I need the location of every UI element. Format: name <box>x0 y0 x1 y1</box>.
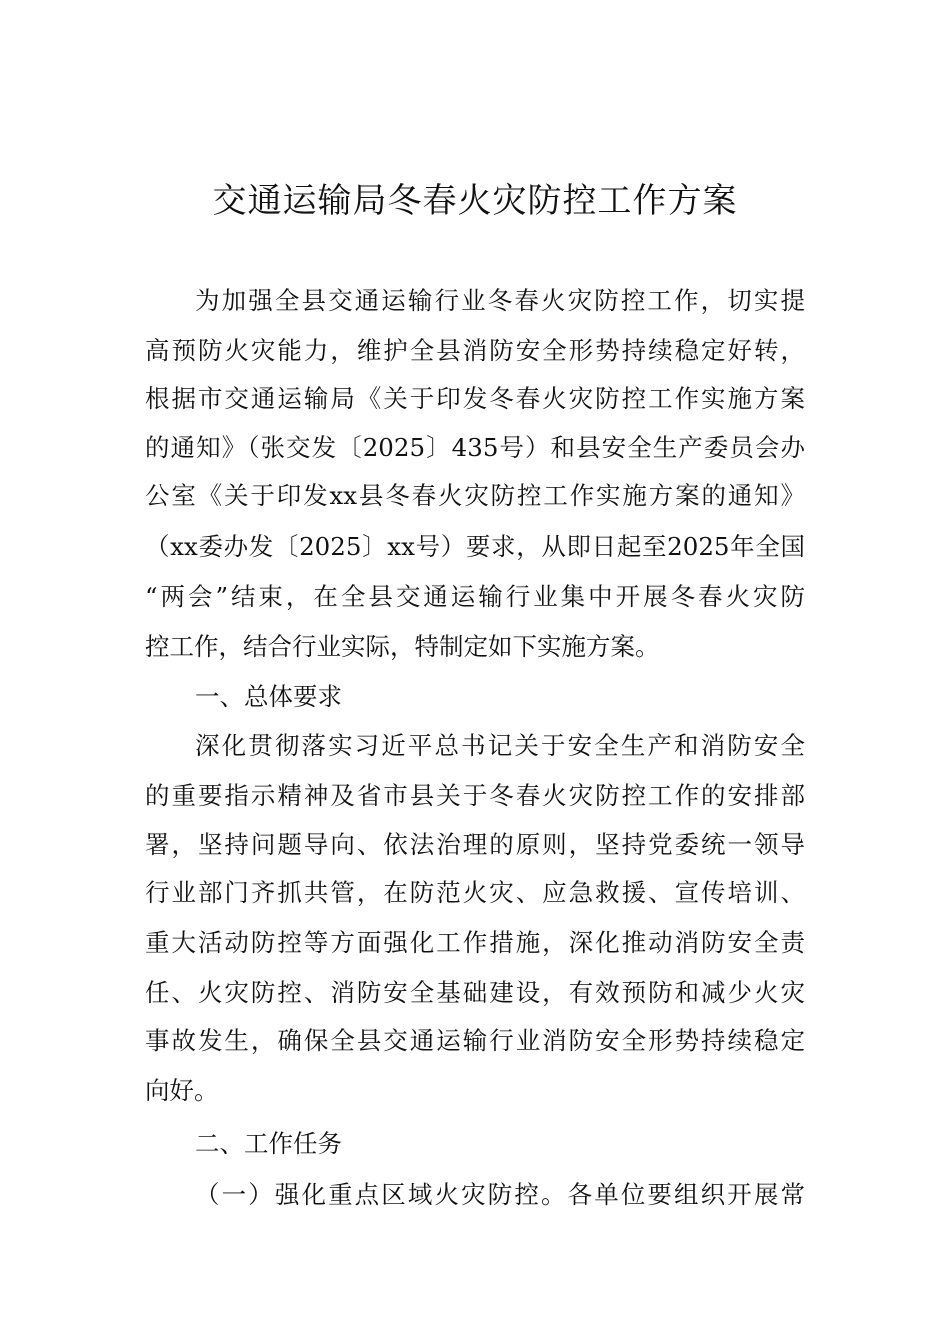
section-heading-work-tasks: 二、工作任务 <box>195 1129 342 1158</box>
section-heading-general-requirements: 一、总体要求 <box>195 682 342 711</box>
intro-line: 为加强全县交通运输行业冬春火灾防控工作，切实提 <box>195 286 805 315</box>
section1-line: 任、火灾防控、消防安全基础建设，有效预防和减少火灾 <box>145 978 805 1007</box>
intro-line: 控工作，结合行业实际，特制定如下实施方案。 <box>145 632 660 661</box>
section1-line: 深化贯彻落实习近平总书记关于安全生产和消防安全 <box>195 731 805 760</box>
intro-line: 的通知》（张交发〔2025〕435号）和县安全生产委员会办 <box>145 433 805 462</box>
intro-line: 根据市交通运输局《关于印发冬春火灾防控工作实施方案 <box>145 384 805 413</box>
intro-line: 高预防火灾能力，维护全县消防安全形势持续稳定好转， <box>145 336 805 365</box>
section1-line: 的重要指示精神及省市县关于冬春火灾防控工作的安排部 <box>145 781 805 810</box>
section1-line: 重大活动防控等方面强化工作措施，深化推动消防安全责 <box>145 928 805 957</box>
intro-line: “两会”结束，在全县交通运输行业集中开展冬春火灾防 <box>145 582 805 611</box>
intro-line: （xx委办发〔2025〕xx号）要求，从即日起至2025年全国 <box>145 532 805 561</box>
section1-line: 行业部门齐抓共管，在防范火灾、应急救援、宣传培训、 <box>145 878 805 907</box>
intro-line: 公室《关于印发xx县冬春火灾防控工作实施方案的通知》 <box>145 481 805 510</box>
section2-line: （一）强化重点区域火灾防控。各单位要组织开展常 <box>195 1180 805 1209</box>
section1-line: 署，坚持问题导向、依法治理的原则，坚持党委统一领导 <box>145 830 805 859</box>
section1-line: 事故发生，确保全县交通运输行业消防安全形势持续稳定 <box>145 1026 805 1055</box>
document-title: 交通运输局冬春火灾防控工作方案 <box>212 181 738 221</box>
section1-line: 向好。 <box>145 1076 219 1105</box>
